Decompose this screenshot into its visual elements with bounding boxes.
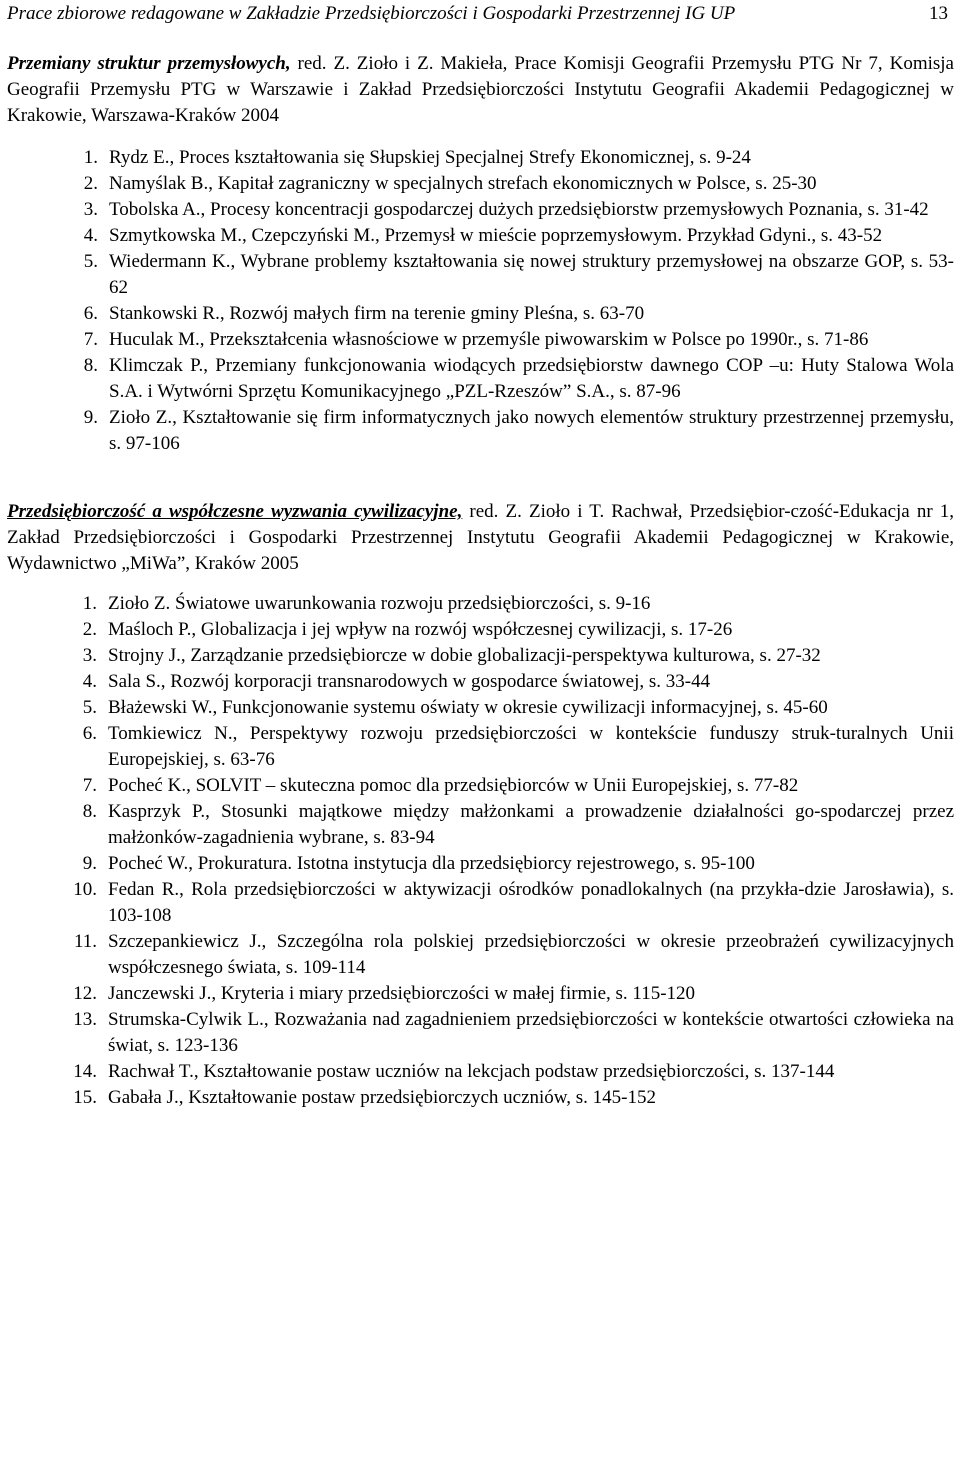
chapter-text: Maśloch P., Globalizacja i jej wpływ na rozwój współczesnej cywilizacji, s. 17-26	[108, 619, 733, 640]
chapter-number: 2.	[83, 173, 98, 194]
chapter-number: 14.	[73, 1061, 97, 1082]
chapter-number: 5.	[83, 251, 98, 272]
chapter-entry	[7, 877, 954, 929]
book2-chapter-list	[7, 591, 954, 1111]
chapter-text: Pocheć K., SOLVIT – skuteczna pomoc dla przedsiębiorców w Unii Europejskiej, s. 77-82	[108, 775, 799, 796]
chapter-text: Zioło Z., Kształtowanie się firm informatycznych jako nowych elementów struktury przestrzennej przemysłu, s. 97-106	[109, 407, 954, 454]
chapter-number: 13.	[73, 1009, 97, 1030]
chapter-entry	[7, 223, 954, 249]
book1-chapter-list	[7, 145, 954, 457]
chapter-entry	[7, 643, 954, 669]
book2-details: red. Z. Zioło i T. Rachwał, Przedsiębior-czość-Edukacja nr 1, Zakład Przedsiębiorczości i Gospodarki Przestrzennej Instytutu Geografii Akademii Pedagogicznej w Krakowie, Wydawnictwo „MiWa”, Kraków 2005	[7, 501, 954, 574]
running-header	[7, 1, 954, 27]
chapter-number: 6.	[83, 303, 98, 324]
chapter-entry	[7, 695, 954, 721]
book2-title: Przedsiębiorczość a współczesne wyzwania cywilizacyjne,	[7, 501, 463, 522]
chapter-entry	[7, 591, 954, 617]
chapter-entry	[7, 405, 954, 457]
book1-details: red. Z. Zioło i Z. Makieła, Prace Komisji Geografii Przemysłu PTG Nr 7, Komisja Geografii Przemysłu PTG w Warszawie i Zakład Przedsiębiorczości Instytutu Geografii Akademii Pedagogicznej w Krakowie, Warszawa-Kraków 2004	[7, 53, 954, 126]
chapter-number: 8.	[83, 355, 98, 376]
chapter-text: Janczewski J., Kryteria i miary przedsiębiorczości w małej firmie, s. 115-120	[108, 983, 696, 1004]
chapter-text: Błażewski W., Funkcjonowanie systemu oświaty w okresie cywilizacji informacyjnej, s. 45-60	[108, 697, 828, 718]
chapter-text: Tomkiewicz N., Perspektywy rozwoju przedsiębiorczości w kontekście funduszy struk-turalnych Unii Europejskiej, s. 63-76	[108, 723, 954, 770]
chapter-text: Huculak M., Przekształcenia własnościowe w przemyśle piwowarskim w Polsce po 1990r., s. 71-86	[109, 329, 869, 350]
chapter-number: 3.	[82, 645, 97, 666]
chapter-text: Pocheć W., Prokuratura. Istotna instytucja dla przedsiębiorcy rejestrowego, s. 95-100	[108, 853, 755, 874]
chapter-number: 4.	[82, 671, 97, 692]
chapter-text: Gabała J., Kształtowanie postaw przedsiębiorczych uczniów, s. 145-152	[108, 1087, 657, 1108]
chapter-number: 10.	[73, 879, 97, 900]
chapter-entry	[7, 929, 954, 981]
chapter-text: Fedan R., Rola przedsiębiorczości w aktywizacji ośrodków ponadlokalnych (na przykła-dzie Jarosławia), s. 103-108	[108, 879, 954, 926]
chapter-entry	[7, 171, 954, 197]
chapter-entry	[7, 721, 954, 773]
chapter-text: Wiedermann K., Wybrane problemy kształtowania się nowej struktury przemysłowej na obszarze GOP, s. 53-62	[109, 251, 954, 298]
chapter-text: Strumska-Cylwik L., Rozważania nad zagadnieniem przedsiębiorczości w kontekście otwartości człowieka na świat, s. 123-136	[108, 1009, 954, 1056]
chapter-number: 9.	[82, 853, 97, 874]
chapter-number: 1.	[83, 147, 98, 168]
chapter-text: Szczepankiewicz J., Szczególna rola polskiej przedsiębiorczości w okresie przeobrażeń cywilizacyjnych współczesnego świata, s. 109-114	[108, 931, 954, 978]
chapter-text: Szmytkowska M., Czepczyński M., Przemysł w mieście poprzemysłowym. Przykład Gdyni., s. 43-52	[109, 225, 883, 246]
chapter-number: 6.	[82, 723, 97, 744]
book1-title: Przemiany struktur przemysłowych,	[7, 53, 291, 74]
chapter-entry	[7, 353, 954, 405]
chapter-number: 1.	[82, 593, 97, 614]
chapter-entry	[7, 301, 954, 327]
book1-citation	[7, 51, 954, 129]
chapter-entry	[7, 799, 954, 851]
chapter-entry	[7, 197, 954, 223]
chapter-entry	[7, 773, 954, 799]
chapter-number: 8.	[82, 801, 97, 822]
chapter-number: 3.	[83, 199, 98, 220]
chapter-text: Namyślak B., Kapitał zagraniczny w specjalnych strefach ekonomicznych w Polsce, s. 25-30	[109, 173, 817, 194]
chapter-text: Sala S., Rozwój korporacji transnarodowych w gospodarce światowej, s. 33-44	[108, 671, 711, 692]
chapter-text: Tobolska A., Procesy koncentracji gospodarczej dużych przedsiębiorstw przemysłowych Poznania, s. 31-42	[109, 199, 929, 220]
chapter-text: Klimczak P., Przemiany funkcjonowania wiodących przedsiębiorstw dawnego COP –u: Huty Stalowa Wola S.A. i Wytwórni Sprzętu Komunikacyjnego „PZL-Rzeszów” S.A., s. 87-96	[109, 355, 954, 402]
chapter-number: 2.	[82, 619, 97, 640]
chapter-text: Strojny J., Zarządzanie przedsiębiorcze w dobie globalizacji-perspektywa kulturowa, s. 27-32	[108, 645, 821, 666]
header-title: Prace zbiorowe redagowane w Zakładzie Przedsiębiorczości i Gospodarki Przestrzennej IG UP	[7, 3, 736, 24]
chapter-number: 15.	[73, 1087, 97, 1108]
page-number: 13	[929, 3, 948, 24]
chapter-text: Rydz E., Proces kształtowania się Słupskiej Specjalnej Strefy Ekonomicznej, s. 9-24	[109, 147, 751, 168]
chapter-number: 4.	[83, 225, 98, 246]
chapter-number: 12.	[73, 983, 97, 1004]
chapter-entry	[7, 1085, 954, 1111]
chapter-number: 7.	[83, 329, 98, 350]
chapter-entry	[7, 669, 954, 695]
chapter-number: 5.	[82, 697, 97, 718]
chapter-text: Kasprzyk P., Stosunki majątkowe między małżonkami a prowadzenie działalności go-spodarczej przez małżonków-zagadnienia wybrane, s. 83-94	[108, 801, 954, 848]
chapter-number: 9.	[83, 407, 98, 428]
chapter-entry	[7, 617, 954, 643]
chapter-entry	[7, 249, 954, 301]
book2-citation	[7, 499, 954, 577]
chapter-entry	[7, 851, 954, 877]
chapter-entry	[7, 327, 954, 353]
chapter-entry	[7, 145, 954, 171]
chapter-entry	[7, 981, 954, 1007]
chapter-text: Stankowski R., Rozwój małych firm na terenie gminy Pleśna, s. 63-70	[109, 303, 645, 324]
chapter-number: 11.	[73, 931, 97, 952]
chapter-text: Zioło Z. Światowe uwarunkowania rozwoju przedsiębiorczości, s. 9-16	[108, 593, 651, 614]
chapter-entry	[7, 1059, 954, 1085]
chapter-entry	[7, 1007, 954, 1059]
chapter-text: Rachwał T., Kształtowanie postaw uczniów na lekcjach podstaw przedsiębiorczości, s. 137-144	[108, 1061, 835, 1082]
chapter-number: 7.	[82, 775, 97, 796]
